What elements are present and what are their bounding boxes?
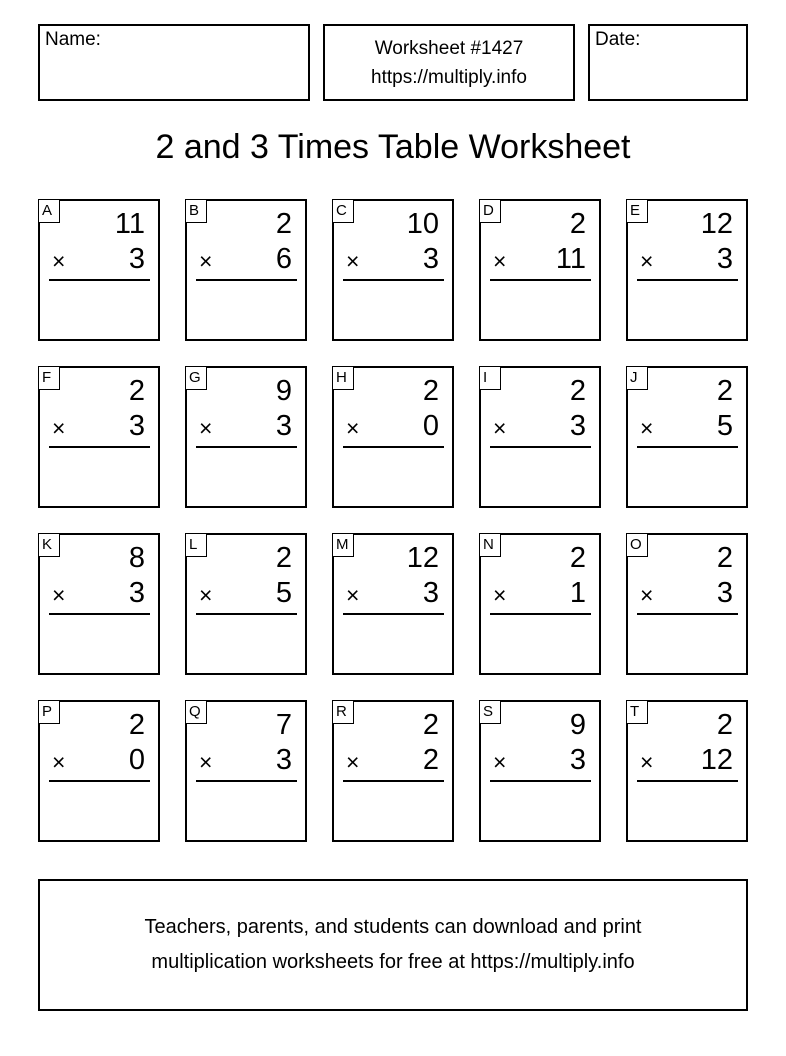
- problem-card[interactable]: [185, 199, 307, 341]
- answer-line: [343, 279, 444, 281]
- answer-line: [49, 613, 150, 615]
- problem-card[interactable]: [332, 533, 454, 675]
- multiply-sign: ×: [640, 749, 654, 775]
- page-title: 2 and 3 Times Table Worksheet: [155, 128, 631, 166]
- answer-line: [343, 613, 444, 615]
- multiply-sign: ×: [346, 749, 360, 775]
- answer-line: [637, 613, 738, 615]
- multiplicand: 2: [716, 709, 733, 741]
- problem-letter: L: [185, 533, 207, 557]
- multiply-sign: ×: [52, 248, 66, 274]
- problem-card[interactable]: [626, 700, 748, 842]
- multiplicand: 12: [406, 542, 439, 574]
- problem-letter: R: [332, 700, 354, 724]
- problem-card[interactable]: [479, 199, 601, 341]
- problem-card[interactable]: [626, 199, 748, 341]
- multiplier: 3: [275, 744, 292, 776]
- answer-line: [637, 446, 738, 448]
- footer-box: [38, 879, 748, 1011]
- multiply-sign: ×: [493, 749, 507, 775]
- multiplicand: 7: [275, 709, 292, 741]
- multiplicand: 2: [716, 375, 733, 407]
- answer-line: [343, 780, 444, 782]
- multiplier: 5: [275, 577, 292, 609]
- footer-line-1: Teachers, parents, and students can download and print: [144, 916, 642, 938]
- multiplier: 3: [716, 577, 733, 609]
- multiply-sign: ×: [640, 415, 654, 441]
- multiplier: 0: [422, 410, 439, 442]
- multiply-sign: ×: [52, 749, 66, 775]
- problem-letter: Q: [185, 700, 207, 724]
- problem-card[interactable]: [479, 366, 601, 508]
- worksheet-number: Worksheet #1427: [374, 37, 524, 59]
- problem-card[interactable]: [185, 533, 307, 675]
- problem-card[interactable]: [38, 366, 160, 508]
- name-field[interactable]: [38, 24, 310, 101]
- multiply-sign: ×: [493, 415, 507, 441]
- problem-card[interactable]: [38, 199, 160, 341]
- multiplier: 11: [555, 243, 586, 275]
- problem-letter: B: [185, 199, 207, 223]
- multiply-sign: ×: [640, 248, 654, 274]
- problem-card[interactable]: [332, 700, 454, 842]
- multiply-sign: ×: [346, 415, 360, 441]
- multiplier: 3: [422, 577, 439, 609]
- problem-card[interactable]: [185, 366, 307, 508]
- date-label: Date:: [595, 29, 641, 50]
- multiplier: 3: [569, 744, 586, 776]
- problem-letter: J: [626, 366, 648, 390]
- answer-line: [490, 780, 591, 782]
- problem-letter: M: [332, 533, 354, 557]
- problem-letter: H: [332, 366, 354, 390]
- problem-card[interactable]: [626, 366, 748, 508]
- multiplicand: 2: [275, 208, 292, 240]
- answer-line: [637, 780, 738, 782]
- answer-line: [490, 446, 591, 448]
- answer-line: [490, 613, 591, 615]
- multiply-sign: ×: [346, 248, 360, 274]
- multiplicand: 2: [569, 542, 586, 574]
- multiply-sign: ×: [52, 582, 66, 608]
- problem-letter: O: [626, 533, 648, 557]
- multiplier: 3: [569, 410, 586, 442]
- multiplicand: 9: [569, 709, 586, 741]
- multiplicand: 2: [128, 375, 145, 407]
- multiplier: 2: [422, 744, 439, 776]
- problem-letter: K: [38, 533, 60, 557]
- multiplier: 12: [700, 744, 733, 776]
- multiply-sign: ×: [199, 749, 213, 775]
- problem-letter: I: [479, 366, 501, 390]
- problem-letter: E: [626, 199, 648, 223]
- multiplier: 3: [716, 243, 733, 275]
- problem-card[interactable]: [479, 700, 601, 842]
- multiply-sign: ×: [199, 582, 213, 608]
- multiplicand: 10: [406, 208, 439, 240]
- answer-line: [490, 279, 591, 281]
- name-label: Name:: [45, 29, 101, 50]
- problem-card[interactable]: [332, 199, 454, 341]
- multiplicand: 11: [114, 208, 145, 240]
- problem-letter: C: [332, 199, 354, 223]
- multiplier: 3: [275, 410, 292, 442]
- answer-line: [196, 613, 297, 615]
- problem-card[interactable]: [626, 533, 748, 675]
- answer-line: [49, 446, 150, 448]
- multiplicand: 8: [128, 542, 145, 574]
- worksheet-info-box: [323, 24, 575, 101]
- multiplicand: 2: [422, 709, 439, 741]
- answer-line: [637, 279, 738, 281]
- problem-letter: F: [38, 366, 60, 390]
- answer-line: [196, 780, 297, 782]
- multiply-sign: ×: [52, 415, 66, 441]
- multiplicand: 2: [128, 709, 145, 741]
- answer-line: [343, 446, 444, 448]
- answer-line: [196, 279, 297, 281]
- problem-card[interactable]: [332, 366, 454, 508]
- answer-line: [196, 446, 297, 448]
- date-field[interactable]: [588, 24, 748, 101]
- problem-card[interactable]: [38, 700, 160, 842]
- multiplier: 3: [128, 243, 145, 275]
- multiplier: 3: [128, 577, 145, 609]
- multiply-sign: ×: [346, 582, 360, 608]
- multiplier: 6: [275, 243, 292, 275]
- answer-line: [49, 279, 150, 281]
- multiplicand: 2: [569, 208, 586, 240]
- multiplier: 1: [569, 577, 586, 609]
- multiply-sign: ×: [493, 582, 507, 608]
- problem-letter: T: [626, 700, 648, 724]
- multiply-sign: ×: [493, 248, 507, 274]
- problem-card[interactable]: [479, 533, 601, 675]
- problem-letter: S: [479, 700, 501, 724]
- multiply-sign: ×: [199, 248, 213, 274]
- problem-letter: A: [38, 199, 60, 223]
- problem-card[interactable]: [38, 533, 160, 675]
- multiplier: 3: [422, 243, 439, 275]
- multiplicand: 2: [275, 542, 292, 574]
- multiply-sign: ×: [199, 415, 213, 441]
- multiply-sign: ×: [640, 582, 654, 608]
- problem-letter: G: [185, 366, 207, 390]
- worksheet-url: https://multiply.info: [371, 66, 527, 88]
- multiplier: 0: [128, 744, 145, 776]
- answer-line: [49, 780, 150, 782]
- multiplier: 3: [128, 410, 145, 442]
- multiplicand: 2: [716, 542, 733, 574]
- problem-letter: N: [479, 533, 501, 557]
- multiplicand: 2: [569, 375, 586, 407]
- multiplier: 5: [716, 410, 733, 442]
- multiplicand: 12: [700, 208, 733, 240]
- footer-line-2: multiplication worksheets for free at https://multiply.info: [151, 951, 635, 973]
- problem-letter: P: [38, 700, 60, 724]
- problem-card[interactable]: [185, 700, 307, 842]
- problem-letter: D: [479, 199, 501, 223]
- multiplicand: 2: [422, 375, 439, 407]
- multiplicand: 9: [275, 375, 292, 407]
